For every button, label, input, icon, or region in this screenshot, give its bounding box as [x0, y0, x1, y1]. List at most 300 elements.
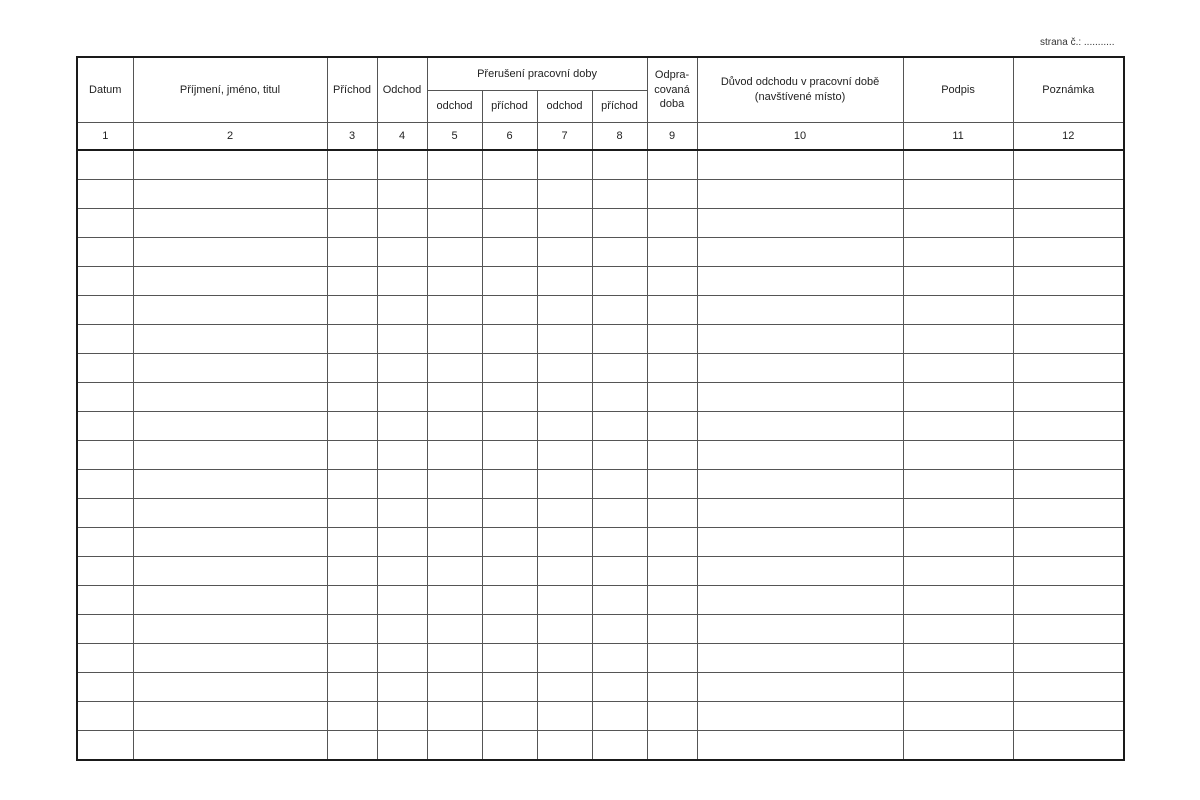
table-cell[interactable]: [903, 615, 1013, 644]
column-number: 9: [647, 123, 697, 151]
column-number: 3: [327, 123, 377, 151]
table-cell[interactable]: [647, 180, 697, 209]
table-cell[interactable]: [327, 180, 377, 209]
table-cell[interactable]: [427, 557, 482, 586]
table-cell[interactable]: [697, 499, 903, 528]
table-cell[interactable]: [377, 470, 427, 499]
table-cell[interactable]: [592, 354, 647, 383]
table-cell[interactable]: [77, 586, 133, 615]
table-row: [77, 528, 1124, 557]
table-cell[interactable]: [1013, 731, 1124, 761]
table-cell[interactable]: [77, 267, 133, 296]
header-departure: Odchod: [377, 57, 427, 123]
table-row: [77, 209, 1124, 238]
table-cell[interactable]: [647, 644, 697, 673]
header-note: Poznámka: [1013, 57, 1124, 123]
column-number: 4: [377, 123, 427, 151]
table-cell[interactable]: [77, 412, 133, 441]
table-cell[interactable]: [377, 150, 427, 180]
table-cell[interactable]: [1013, 528, 1124, 557]
table-row: [77, 557, 1124, 586]
table-cell[interactable]: [77, 528, 133, 557]
table-cell[interactable]: [377, 325, 427, 354]
table-cell[interactable]: [427, 296, 482, 325]
table-cell[interactable]: [133, 383, 327, 412]
table-row: [77, 673, 1124, 702]
table-cell[interactable]: [427, 180, 482, 209]
table-row: [77, 354, 1124, 383]
column-number: 1: [77, 123, 133, 151]
table-cell[interactable]: [1013, 441, 1124, 470]
table-row: [77, 412, 1124, 441]
table-cell[interactable]: [1013, 325, 1124, 354]
table-cell[interactable]: [592, 702, 647, 731]
table-cell[interactable]: [1013, 354, 1124, 383]
column-number: 6: [482, 123, 537, 151]
table-cell[interactable]: [1013, 644, 1124, 673]
table-cell[interactable]: [537, 383, 592, 412]
table-cell[interactable]: [77, 383, 133, 412]
table-cell[interactable]: [377, 528, 427, 557]
table-cell[interactable]: [592, 150, 647, 180]
table-cell[interactable]: [697, 673, 903, 702]
table-cell[interactable]: [537, 180, 592, 209]
table-cell[interactable]: [647, 441, 697, 470]
table-cell[interactable]: [482, 615, 537, 644]
table-cell[interactable]: [482, 528, 537, 557]
table-cell[interactable]: [1013, 702, 1124, 731]
table-cell[interactable]: [1013, 209, 1124, 238]
table-cell[interactable]: [77, 731, 133, 761]
table-cell[interactable]: [427, 615, 482, 644]
table-cell[interactable]: [647, 325, 697, 354]
table-cell[interactable]: [377, 383, 427, 412]
table-cell[interactable]: [427, 702, 482, 731]
table-cell[interactable]: [377, 412, 427, 441]
table-row: [77, 470, 1124, 499]
table-cell[interactable]: [377, 702, 427, 731]
table-cell[interactable]: [537, 586, 592, 615]
table-row: [77, 441, 1124, 470]
table-cell[interactable]: [903, 673, 1013, 702]
table-cell[interactable]: [133, 499, 327, 528]
table-cell[interactable]: [482, 325, 537, 354]
table-cell[interactable]: [537, 470, 592, 499]
table-cell[interactable]: [903, 499, 1013, 528]
table-cell[interactable]: [327, 354, 377, 383]
table-cell[interactable]: [482, 383, 537, 412]
table-cell[interactable]: [377, 267, 427, 296]
table-cell[interactable]: [592, 383, 647, 412]
table-cell[interactable]: [77, 644, 133, 673]
table-row: [77, 731, 1124, 761]
table-cell[interactable]: [77, 470, 133, 499]
table-cell[interactable]: [537, 325, 592, 354]
table-cell[interactable]: [903, 267, 1013, 296]
table-cell[interactable]: [647, 412, 697, 441]
table-cell[interactable]: [77, 673, 133, 702]
table-cell[interactable]: [537, 354, 592, 383]
table-cell[interactable]: [133, 354, 327, 383]
table-cell[interactable]: [537, 702, 592, 731]
table-cell[interactable]: [647, 673, 697, 702]
page-number-field: strana č.: ...........: [1040, 37, 1115, 48]
header-sub-departure-1: odchod: [427, 91, 482, 123]
table-cell[interactable]: [377, 238, 427, 267]
table-cell[interactable]: [1013, 296, 1124, 325]
table-cell[interactable]: [537, 296, 592, 325]
table-cell[interactable]: [697, 383, 903, 412]
table-cell[interactable]: [133, 673, 327, 702]
table-row: [77, 702, 1124, 731]
table-cell[interactable]: [377, 731, 427, 761]
table-cell[interactable]: [133, 702, 327, 731]
table-cell[interactable]: [327, 644, 377, 673]
table-cell[interactable]: [647, 150, 697, 180]
table-cell[interactable]: [327, 528, 377, 557]
table-cell[interactable]: [482, 702, 537, 731]
table-cell[interactable]: [903, 354, 1013, 383]
table-cell[interactable]: [592, 325, 647, 354]
header-worked-line-3: doba: [659, 98, 685, 111]
column-number: 12: [1013, 123, 1124, 151]
table-cell[interactable]: [697, 209, 903, 238]
table-cell[interactable]: [697, 615, 903, 644]
table-cell[interactable]: [537, 441, 592, 470]
table-cell[interactable]: [537, 209, 592, 238]
table-cell[interactable]: [647, 238, 697, 267]
table-cell[interactable]: [697, 325, 903, 354]
table-cell[interactable]: [327, 267, 377, 296]
table-cell[interactable]: [482, 673, 537, 702]
table-cell[interactable]: [133, 441, 327, 470]
table-cell[interactable]: [133, 267, 327, 296]
table-cell[interactable]: [133, 325, 327, 354]
table-cell[interactable]: [537, 238, 592, 267]
table-cell[interactable]: [1013, 470, 1124, 499]
table-cell[interactable]: [482, 296, 537, 325]
table-cell[interactable]: [482, 470, 537, 499]
table-row: [77, 586, 1124, 615]
table-cell[interactable]: [903, 180, 1013, 209]
table-cell[interactable]: [537, 644, 592, 673]
table-cell[interactable]: [327, 150, 377, 180]
table-cell[interactable]: [592, 673, 647, 702]
table-cell[interactable]: [482, 499, 537, 528]
table-cell[interactable]: [592, 528, 647, 557]
table-row: [77, 383, 1124, 412]
table-cell[interactable]: [592, 180, 647, 209]
table-cell[interactable]: [427, 383, 482, 412]
table-cell[interactable]: [133, 528, 327, 557]
table-cell[interactable]: [427, 209, 482, 238]
table-cell[interactable]: [647, 586, 697, 615]
table-cell[interactable]: [1013, 673, 1124, 702]
table-cell[interactable]: [697, 267, 903, 296]
table-cell[interactable]: [482, 644, 537, 673]
table-cell[interactable]: [133, 731, 327, 761]
table-cell[interactable]: [133, 180, 327, 209]
table-cell[interactable]: [697, 528, 903, 557]
table-cell[interactable]: [903, 731, 1013, 761]
table-cell[interactable]: [592, 412, 647, 441]
table-cell[interactable]: [327, 412, 377, 441]
table-cell[interactable]: [482, 150, 537, 180]
table-cell[interactable]: [327, 296, 377, 325]
table-cell[interactable]: [77, 354, 133, 383]
table-cell[interactable]: [1013, 267, 1124, 296]
table-cell[interactable]: [592, 586, 647, 615]
table-cell[interactable]: [427, 470, 482, 499]
table-cell[interactable]: [903, 644, 1013, 673]
table-cell[interactable]: [377, 180, 427, 209]
table-cell[interactable]: [327, 586, 377, 615]
table-cell[interactable]: [647, 296, 697, 325]
table-row: [77, 180, 1124, 209]
header-worked-time: [647, 57, 697, 123]
table-cell[interactable]: [327, 470, 377, 499]
table-cell[interactable]: [427, 354, 482, 383]
table-cell[interactable]: [482, 180, 537, 209]
table-cell[interactable]: [1013, 180, 1124, 209]
table-cell[interactable]: [592, 731, 647, 761]
table-cell[interactable]: [592, 644, 647, 673]
table-cell[interactable]: [647, 499, 697, 528]
table-cell[interactable]: [133, 209, 327, 238]
table-cell[interactable]: [482, 412, 537, 441]
table-cell[interactable]: [377, 209, 427, 238]
table-cell[interactable]: [697, 644, 903, 673]
table-cell[interactable]: [592, 238, 647, 267]
table-cell[interactable]: [377, 296, 427, 325]
table-cell[interactable]: [647, 528, 697, 557]
table-cell[interactable]: [537, 731, 592, 761]
table-cell[interactable]: [697, 586, 903, 615]
table-cell[interactable]: [327, 209, 377, 238]
table-cell[interactable]: [377, 673, 427, 702]
header-sub-arrival-1: příchod: [482, 91, 537, 123]
header-datum: Datum: [77, 57, 133, 123]
table-cell[interactable]: [133, 150, 327, 180]
table-cell[interactable]: [903, 557, 1013, 586]
column-number-row: [77, 123, 1124, 151]
table-cell[interactable]: [327, 325, 377, 354]
table-cell[interactable]: [482, 731, 537, 761]
table-cell[interactable]: [537, 615, 592, 644]
table-cell[interactable]: [1013, 383, 1124, 412]
table-cell[interactable]: [903, 209, 1013, 238]
column-number: 11: [903, 123, 1013, 151]
table-cell[interactable]: [592, 441, 647, 470]
table-cell[interactable]: [377, 586, 427, 615]
table-cell[interactable]: [427, 499, 482, 528]
table-cell[interactable]: [537, 499, 592, 528]
attendance-table: [76, 56, 1125, 761]
table-cell[interactable]: [377, 615, 427, 644]
table-cell[interactable]: [377, 441, 427, 470]
table-cell[interactable]: [482, 557, 537, 586]
table-cell[interactable]: [327, 731, 377, 761]
table-cell[interactable]: [427, 150, 482, 180]
table-cell[interactable]: [77, 180, 133, 209]
column-number: 8: [592, 123, 647, 151]
table-cell[interactable]: [133, 470, 327, 499]
table-row: [77, 296, 1124, 325]
table-cell[interactable]: [427, 528, 482, 557]
table-cell[interactable]: [482, 209, 537, 238]
header-name: Příjmení, jméno, titul: [133, 57, 327, 123]
table-cell[interactable]: [697, 702, 903, 731]
table-cell[interactable]: [697, 441, 903, 470]
table-cell[interactable]: [1013, 557, 1124, 586]
table-cell[interactable]: [903, 441, 1013, 470]
table-cell[interactable]: [482, 267, 537, 296]
table-cell[interactable]: [427, 412, 482, 441]
header-sub-departure-2: odchod: [537, 91, 592, 123]
table-cell[interactable]: [903, 150, 1013, 180]
table-cell[interactable]: [592, 267, 647, 296]
table-cell[interactable]: [377, 557, 427, 586]
table-cell[interactable]: [697, 150, 903, 180]
table-cell[interactable]: [482, 586, 537, 615]
table-cell[interactable]: [1013, 586, 1124, 615]
table-cell[interactable]: [697, 412, 903, 441]
table-cell[interactable]: [133, 412, 327, 441]
table-cell[interactable]: [133, 238, 327, 267]
table-cell[interactable]: [647, 209, 697, 238]
table-cell[interactable]: [697, 180, 903, 209]
table-cell[interactable]: [77, 702, 133, 731]
header-arrival: Příchod: [327, 57, 377, 123]
table-cell[interactable]: [903, 528, 1013, 557]
table-cell[interactable]: [647, 557, 697, 586]
table-cell[interactable]: [903, 412, 1013, 441]
table-cell[interactable]: [77, 150, 133, 180]
table-cell[interactable]: [903, 470, 1013, 499]
table-cell[interactable]: [592, 615, 647, 644]
table-cell[interactable]: [77, 238, 133, 267]
header-sub-arrival-2: příchod: [592, 91, 647, 123]
header-interruption: Přerušení pracovní doby: [427, 57, 647, 91]
table-cell[interactable]: [697, 557, 903, 586]
table-cell[interactable]: [327, 557, 377, 586]
table-cell[interactable]: [592, 209, 647, 238]
column-number: 2: [133, 123, 327, 151]
table-cell[interactable]: [647, 383, 697, 412]
table-cell[interactable]: [647, 470, 697, 499]
header-worked-line-2: covaná: [654, 83, 690, 96]
table-cell[interactable]: [327, 383, 377, 412]
table-cell[interactable]: [697, 238, 903, 267]
table-cell[interactable]: [1013, 499, 1124, 528]
table-cell[interactable]: [327, 615, 377, 644]
table-cell[interactable]: [327, 441, 377, 470]
table-cell[interactable]: [427, 673, 482, 702]
table-cell[interactable]: [377, 499, 427, 528]
table-cell[interactable]: [697, 731, 903, 761]
table-cell[interactable]: [427, 441, 482, 470]
table-cell[interactable]: [1013, 150, 1124, 180]
header-reason-line-2: (navštívené místo): [754, 91, 846, 103]
table-row: [77, 150, 1124, 180]
table-cell[interactable]: [537, 528, 592, 557]
table-cell[interactable]: [133, 557, 327, 586]
table-row: [77, 238, 1124, 267]
table-cell[interactable]: [903, 238, 1013, 267]
table-cell[interactable]: [1013, 615, 1124, 644]
header-worked-line-1: Odpra-: [654, 68, 690, 81]
table-cell[interactable]: [482, 441, 537, 470]
table-cell[interactable]: [133, 615, 327, 644]
table-cell[interactable]: [427, 325, 482, 354]
table-cell[interactable]: [482, 354, 537, 383]
table-cell[interactable]: [903, 383, 1013, 412]
table-cell[interactable]: [697, 296, 903, 325]
table-cell[interactable]: [647, 615, 697, 644]
table-cell[interactable]: [697, 354, 903, 383]
table-cell[interactable]: [592, 296, 647, 325]
table-cell[interactable]: [327, 702, 377, 731]
table-cell[interactable]: [592, 470, 647, 499]
table-row: [77, 267, 1124, 296]
table-cell[interactable]: [77, 209, 133, 238]
table-cell[interactable]: [647, 354, 697, 383]
table-cell[interactable]: [537, 267, 592, 296]
table-cell[interactable]: [537, 673, 592, 702]
table-cell[interactable]: [427, 586, 482, 615]
table-cell[interactable]: [1013, 238, 1124, 267]
table-cell[interactable]: [427, 644, 482, 673]
header-reason: [697, 57, 903, 123]
table-cell[interactable]: [327, 499, 377, 528]
table-cell[interactable]: [427, 731, 482, 761]
table-cell[interactable]: [377, 354, 427, 383]
table-cell[interactable]: [327, 238, 377, 267]
table-cell[interactable]: [133, 644, 327, 673]
table-cell[interactable]: [592, 557, 647, 586]
table-cell[interactable]: [77, 615, 133, 644]
table-cell[interactable]: [537, 557, 592, 586]
table-cell[interactable]: [133, 586, 327, 615]
table-cell[interactable]: [647, 731, 697, 761]
table-cell[interactable]: [77, 499, 133, 528]
table-cell[interactable]: [537, 150, 592, 180]
table-cell[interactable]: [427, 238, 482, 267]
table-cell[interactable]: [327, 673, 377, 702]
table-cell[interactable]: [77, 441, 133, 470]
table-cell[interactable]: [133, 296, 327, 325]
table-cell[interactable]: [1013, 412, 1124, 441]
table-cell[interactable]: [903, 325, 1013, 354]
table-cell[interactable]: [377, 644, 427, 673]
header-reason-line-1: Důvod odchodu v pracovní době: [720, 76, 880, 89]
column-number: 5: [427, 123, 482, 151]
table-cell[interactable]: [77, 296, 133, 325]
table-cell[interactable]: [903, 586, 1013, 615]
table-cell[interactable]: [903, 296, 1013, 325]
table-cell[interactable]: [77, 557, 133, 586]
table-cell[interactable]: [903, 702, 1013, 731]
table-cell[interactable]: [427, 267, 482, 296]
table-cell[interactable]: [537, 412, 592, 441]
table-cell[interactable]: [647, 702, 697, 731]
header-signature: Podpis: [903, 57, 1013, 123]
table-cell[interactable]: [482, 238, 537, 267]
table-cell[interactable]: [697, 470, 903, 499]
table-cell[interactable]: [77, 325, 133, 354]
table-cell[interactable]: [647, 267, 697, 296]
table-cell[interactable]: [592, 499, 647, 528]
